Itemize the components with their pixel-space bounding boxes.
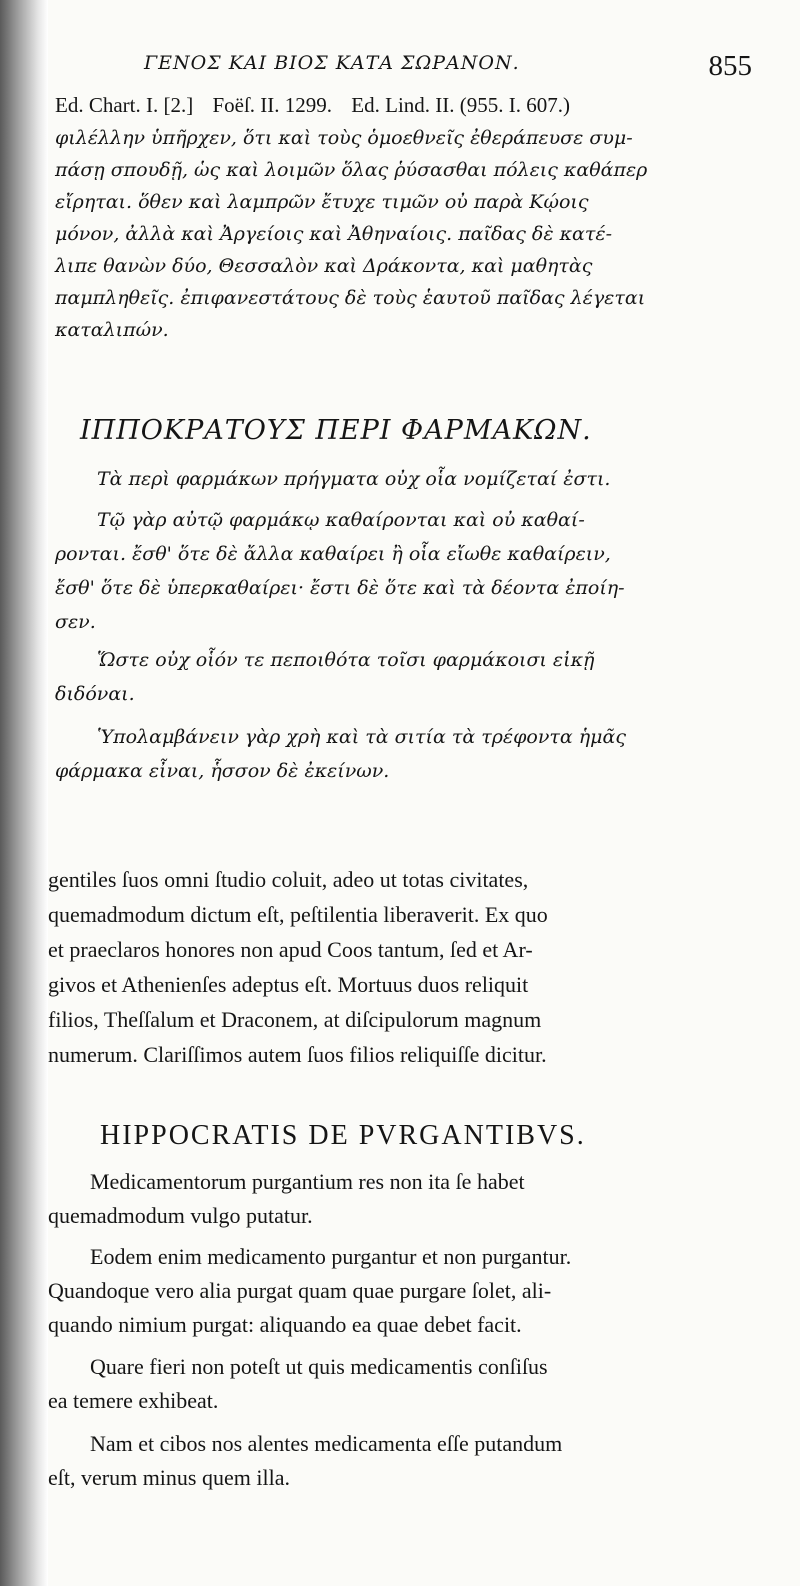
greek-paragraph <box>55 720 745 788</box>
text-line: φιλέλλην ὑπῆρχεν, ὅτι καὶ τοὺς ὁμοεθνεῖς ἐθεράπευσε συμ- <box>55 127 633 149</box>
text-line: Quare fieri non poteſt ut quis medicamentis conſiſus <box>90 1354 548 1379</box>
latin-intro-text <box>48 862 748 1072</box>
text-line: Medicamentorum purgantium res non ita ſe habet <box>90 1169 525 1194</box>
latin-paragraph <box>48 1350 748 1418</box>
text-line: ἔσθ' ὅτε δὲ ὑπερκαθαίρει· ἔστι δὲ ὅτε καὶ τὰ δέοντα ἐποίη- <box>55 577 625 599</box>
latin-section-heading: HIPPOCRATIS DE PVRGANTIBVS. <box>100 1120 586 1151</box>
latin-paragraph <box>48 1165 748 1233</box>
text-line: numerum. Clariſſimos autem ſuos filios reliquiſſe dicitur. <box>48 1042 547 1067</box>
greek-intro-text <box>55 122 745 346</box>
text-line: διδόναι. <box>55 683 135 705</box>
edition-chart: Ed. Chart. I. [2.] <box>55 93 194 117</box>
text-line: et praeclaros honores non apud Coos tantum, ſed et Ar- <box>48 937 533 962</box>
text-line: καταλιπών. <box>55 319 169 341</box>
page-header <box>52 40 752 90</box>
text-line: quemadmodum dictum eſt, peſtilentia liberaverit. Ex quo <box>48 902 548 927</box>
page-number: 855 <box>708 50 752 82</box>
text-line: Ὑπολαμβάνειν γὰρ χρὴ καὶ τὰ σιτία τὰ τρέφοντα ἡμᾶς <box>97 726 626 748</box>
text-line: Τῷ γὰρ αὐτῷ φαρμάκῳ καθαίρονται καὶ οὐ καθαί- <box>97 509 585 531</box>
text-line: σεν. <box>55 611 96 633</box>
greek-paragraph <box>55 503 745 639</box>
text-line: givos et Athenienſes adeptus eſt. Mortuus duos reliquit <box>48 972 529 997</box>
edition-lind: Ed. Lind. II. (955. I. 607.) <box>351 93 571 117</box>
running-title: ΓΕΝΟΣ ΚΑΙ ΒΙΟΣ ΚΑΤΑ ΣΩΡΑΝΟΝ. <box>144 52 520 74</box>
latin-paragraph <box>48 1240 748 1342</box>
text-line: φάρμακα εἶναι, ἧσσον δὲ ἐκείνων. <box>55 760 390 782</box>
text-line: eſt, verum minus quem illa. <box>48 1465 290 1490</box>
text-line: πάσῃ σπουδῇ, ὡς καὶ λοιμῶν ὅλας ῥύσασθαι πόλεις καθάπερ <box>55 159 648 181</box>
text-line: quemadmodum vulgo putatur. <box>48 1203 313 1228</box>
text-line: Eodem enim medicamento purgantur et non purgantur. <box>90 1244 572 1269</box>
text-line: quando nimium purgat: aliquando ea quae debet facit. <box>48 1312 522 1337</box>
text-line: Quandoque vero alia purgat quam quae purgare ſolet, ali- <box>48 1278 552 1303</box>
edition-references <box>55 93 755 118</box>
text-line: λιπε θανὼν δύο, Θεσσαλὸν καὶ Δράκοντα, καὶ μαθητὰς <box>55 255 593 277</box>
latin-paragraph <box>48 1427 748 1495</box>
text-line: εἴρηται. ὅθεν καὶ λαμπρῶν ἔτυχε τιμῶν οὐ παρὰ Κῴοις <box>55 191 589 213</box>
text-line: Ὥστε οὐχ οἷόν τε πεποιθότα τοῖσι φαρμάκοισι εἰκῇ <box>97 649 595 671</box>
greek-paragraph <box>55 643 745 711</box>
text-line: gentiles ſuos omni ſtudio coluit, adeo ut totas civitates, <box>48 867 529 892</box>
text-line: ρονται. ἔσθ' ὅτε δὲ ἄλλα καθαίρει ἢ οἷα εἴωθε καθαίρειν, <box>55 543 611 565</box>
text-line: ea temere exhibeat. <box>48 1388 219 1413</box>
greek-section-heading: ΙΠΠΟΚΡΑΤΟΥΣ ΠΕΡΙ ΦΑΡΜΑΚΩΝ. <box>80 415 592 446</box>
text-line: filios, Theſſalum et Draconem, at diſcipulorum magnum <box>48 1007 542 1032</box>
edition-foes: Foëſ. II. 1299. <box>212 93 333 117</box>
text-line: Nam et cibos nos alentes medicamenta eſſe putandum <box>90 1431 563 1456</box>
text-line: μόνον, ἀλλὰ καὶ Ἀργείοις καὶ Ἀθηναίοις. παῖδας δὲ κατέ- <box>55 223 613 245</box>
text-line: Τὰ περὶ φαρμάκων πρήγματα οὐχ οἷα νομίζεταί ἐστι. <box>97 468 611 490</box>
scan-edge-shadow <box>0 0 48 1586</box>
text-line: παμπληθεῖς. ἐπιφανεστάτους δὲ τοὺς ἑαυτοῦ παῖδας λέγεται <box>55 287 646 309</box>
greek-paragraph <box>55 462 745 496</box>
